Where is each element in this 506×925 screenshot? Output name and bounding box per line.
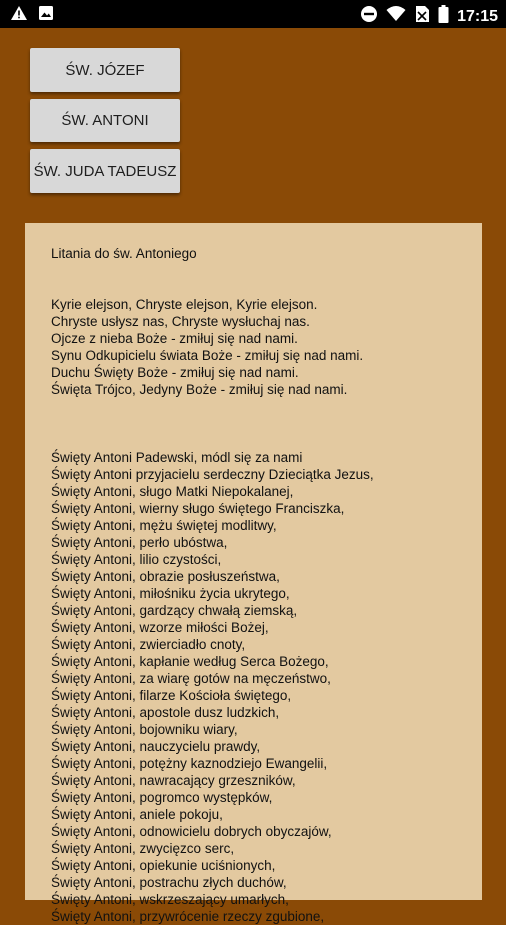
litany-invocation-line: Święty Antoni, lilio czystości, — [51, 552, 222, 567]
litany-text-panel[interactable] — [25, 223, 482, 924]
litany-invocation-line: Święty Antoni, wzorze miłości Bożej, — [51, 620, 269, 635]
litany-invocation-line: Święty Antoni Padewski, módl się za nami — [51, 450, 303, 465]
litany-intro — [51, 296, 456, 398]
litany-invocation-line: Święty Antoni, obrazie posłuszeństwa, — [51, 569, 280, 584]
clock-time: 17:15 — [457, 7, 498, 25]
litany-invocation-line: Święty Antoni, gardzący chwałą ziemską, — [51, 603, 298, 618]
litany-intro-line: Ojcze z nieba Boże - zmiłuj się nad nami. — [51, 331, 298, 346]
image-icon — [38, 5, 54, 26]
saint-juda-tadeusz-button[interactable]: ŚW. JUDA TADEUSZ — [30, 149, 180, 193]
litany-title: Litania do św. Antoniego — [51, 246, 197, 261]
litany-invocation-line: Święty Antoni, aniele pokoju, — [51, 807, 223, 822]
no-sim-icon — [414, 5, 430, 28]
litany-invocation-line: Święty Antoni, bojowniku wiary, — [51, 722, 238, 737]
spacer — [51, 415, 456, 432]
litany-invocation-line: Święty Antoni, mężu świętej modlitwy, — [51, 518, 277, 533]
spacer — [51, 398, 456, 415]
warning-icon — [10, 5, 28, 26]
litany-invocation-line: Święty Antoni, odnowicielu dobrych obyczajów, — [51, 824, 332, 839]
litany-text — [25, 223, 482, 925]
litany-intro-line: Kyrie elejson, Chryste elejson, Kyrie elejson. — [51, 297, 318, 312]
litany-invocation-line: Święty Antoni, zwierciadło cnoty, — [51, 637, 246, 652]
litany-invocation-line: Święty Antoni, zwycięzco serc, — [51, 841, 235, 856]
litany-invocation-line: Święty Antoni, wskrzeszający umarłych, — [51, 892, 289, 907]
spacer — [51, 279, 456, 296]
spacer — [51, 262, 456, 279]
battery-icon — [438, 5, 449, 28]
litany-invocation-line: Święty Antoni, za wiarę gotów na męczeństwo, — [51, 671, 331, 686]
spacer — [51, 432, 456, 449]
status-bar — [0, 0, 506, 28]
litany-invocation-line: Święty Antoni, miłośniku życia ukrytego, — [51, 586, 290, 601]
litany-intro-line: Święta Trójco, Jedyny Boże - zmiłuj się nad nami. — [51, 382, 348, 397]
saint-antoni-button[interactable]: ŚW. ANTONI — [30, 99, 180, 142]
litany-invocation-line: Święty Antoni, pogromco występków, — [51, 790, 273, 805]
litany-invocation-line: Święty Antoni, kapłanie według Serca Bożego, — [51, 654, 329, 669]
litany-intro-line: Duchu Święty Boże - zmiłuj się nad nami. — [51, 365, 299, 380]
wifi-icon — [386, 5, 406, 28]
do-not-disturb-icon — [360, 5, 378, 28]
litany-invocation-line: Święty Antoni, postrachu złych duchów, — [51, 875, 287, 890]
litany-invocation-line: Święty Antoni, nauczycielu prawdy, — [51, 739, 261, 754]
litany-intro-line: Synu Odkupicielu świata Boże - zmiłuj się nad nami. — [51, 348, 364, 363]
litany-invocation-line: Święty Antoni przyjacielu serdeczny Dzieciątka Jezus, — [51, 467, 374, 482]
litany-invocation-line: Święty Antoni, potężny kaznodziejo Ewangelii, — [51, 756, 328, 771]
litany-invocation-line: Święty Antoni, sługo Matki Niepokalanej, — [51, 484, 294, 499]
litany-invocation-line: Święty Antoni, nawracający grzeszników, — [51, 773, 296, 788]
litany-invocation-line: Święty Antoni, filarze Kościoła świętego, — [51, 688, 292, 703]
litany-invocation-line: Święty Antoni, opiekunie uciśnionych, — [51, 858, 276, 873]
litany-invocation-line: Święty Antoni, perło ubóstwa, — [51, 535, 228, 550]
litany-intro-line: Chryste usłysz nas, Chryste wysłuchaj nas. — [51, 314, 310, 329]
litany-invocation-line: Święty Antoni, przywrócenie rzeczy zgubione, — [51, 909, 325, 924]
litany-invocation-line: Święty Antoni, apostole dusz ludzkich, — [51, 705, 280, 720]
saint-jozef-button[interactable]: ŚW. JÓZEF — [30, 48, 180, 92]
litany-invocation-line: Święty Antoni, wierny sługo świętego Franciszka, — [51, 501, 345, 516]
litany-invocations — [51, 449, 456, 925]
